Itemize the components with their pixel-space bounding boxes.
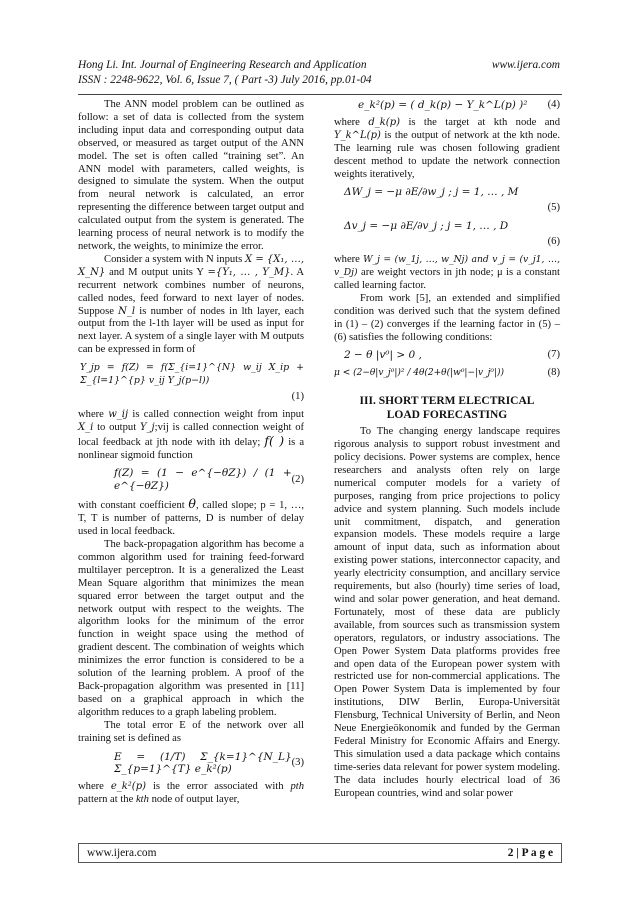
math-theta: θ	[188, 496, 196, 512]
page-number: 2 | P a g e	[507, 847, 553, 859]
paragraph-backprop: The back-propagation algorithm has become a common algorithm used for training feed-forward multilayer perceptron. It is a generalized the Least Mean Square algorithm that minimizes the mean squared error between the target output and the network output with respect to the weights. The algorithm looks for the minimum of the error function in weight space using the method of gradient descent. The combination of weights which minimizes the error function is considered to be a solution of the learning problem. A proof of the Back-propagation algorithm was presented in [11] based on a graphical approach in which the algorithm reduces to a graph labeling problem.	[78, 539, 304, 718]
equation-5-number: (5)	[547, 202, 560, 214]
paragraph-energy-landscape: To The changing energy landscape requires rigorous analysis to support robust investment and policy decisions. Power systems are complex, hence researchers and analysts often rely on large numerical computer models for a variety of purposes, ranging from price projections to policy advice and system planning. Such models include unit commitment, dispatch, and generation expansion models. These models require a large amount of input data, such as information about existing power stations, interconnector capacity, and yearly electricity consumption, and ancillary service requirements, but also (hourly) time series of load, wind and solar power generation, and heat demand. Fortunately, most of these data are publicly available, from sources such as transmission system operators, regulators, or industry associations. The Open Power System Data platforms provides free and open data of the European power system with restricted use for non-commercial applications. The Open Power System Data is implemented by four institutions, DIW Berlin, Europa-Universität Flensburg, Technical University of Berlin, and Neon Neue Energieökonomik and funded by the German Federal Ministry for Economic Affairs and Energy. This simulation used a data package which contains time-series data relevant for power system modeling. The data includes hourly electrical load of 36 European countries, wind and solar power	[334, 426, 560, 799]
math-dk: d_k(p)	[368, 116, 400, 128]
math-y-set: ={Y₁, … , Y_M}	[207, 266, 291, 278]
math-wij: w_ij	[108, 408, 129, 420]
equation-4: e_k²(p) = ( d_k(p) − Y_k^L(p) )² (4)	[358, 99, 560, 111]
journal-citation: Hong Li. Int. Journal of Engineering Research and Application	[78, 59, 367, 71]
right-column	[334, 99, 560, 801]
issn-line: ISSN : 2248-9622, Vol. 6, Issue 7, ( Part -3) July 2016, pp.01-04	[78, 74, 372, 86]
paragraph-slope: with constant coefficient θ, called slope; p = 1, …, T, T is number of patterns, D is number of delay used in local feedback.	[78, 496, 305, 538]
math-ykl: Y_k^L(p)	[334, 129, 381, 141]
equation-2: f(Z) = (1 − e^{−θZ}) / (1 + e^{−θZ}) (2)	[114, 467, 304, 493]
math-nl: N_l	[118, 305, 136, 317]
equation-1-number: (1)	[291, 390, 304, 402]
paragraph-convergence: From work [5], an extended and simplified condition was derived such that the system defined in (1) – (2) converges if the learning factor in (5) – (6) satisfies the following conditions:	[334, 292, 560, 343]
page-footer	[78, 843, 562, 863]
math-yj: Y_j	[139, 421, 155, 433]
equation-8: μ < (2−θ|v_j⁰|)² / 4θ(2+θ(|w⁰|−|v_j⁰|)) (8)	[334, 367, 560, 379]
equation-3: E = (1/T) Σ_{k=1}^{N_L} Σ_{p=1}^{T} e_k²(p) (3)	[114, 750, 304, 776]
page-header	[78, 58, 560, 88]
math-weight-vectors: W_j = (w_1j, …, w_Nj) and v_j = (v_j1, …, v_Dj)	[334, 254, 560, 278]
equation-5: ΔW_j = −μ ∂E/∂w_j ; j = 1, … , M	[344, 186, 519, 199]
math-xi: X_i	[78, 421, 94, 433]
paragraph-target: where d_k(p) is the target at kth node and Y_k^L(p) is the output of network at the kth node. The learning rule was chosen following gradient descent method to update the network connection weights iteratively,	[334, 116, 560, 180]
paragraph-total-error: The total error E of the network over all training set is defined as	[78, 719, 304, 744]
math-x-set: X = {X₁, …, X_N}	[78, 253, 304, 278]
paragraph-error-def: where e_k²(p) is the error associated with pth pattern at the kth node of output layer,	[78, 781, 305, 806]
paragraph-connection-weights: where w_ij is called connection weight from input X_i to output Y_j;vij is called connection weight of local feedback at jth node with ith delay; f( ) is a nonlinear sigmoid function	[78, 408, 305, 461]
paragraph-system-inputs: Consider a system with N inputs X = {X₁, …, X_N} and M output units Y ={Y₁, … , Y_M}. A recurrent network combines number of neurons, called nodes, feed forward to next layer of nodes. Suppose N_l is number of nodes in lth layer, each output from the l-1th layer will be used as input for next layer. A system of a single layer with M outputs can be expressed in form of	[78, 253, 304, 356]
left-column	[78, 99, 304, 807]
math-ek2: e_k²(p)	[110, 781, 147, 793]
footer-url[interactable]: www.ijera.com	[87, 847, 157, 859]
equation-1: Y_jp = f(Z) = f(Σ_{i=1}^{N} w_ij X_ip + Σ_{l=1}^{p} v_ij Y_j(p−l))	[80, 362, 304, 387]
equation-6-number: (6)	[547, 236, 560, 248]
journal-url[interactable]: www.ijera.com	[491, 59, 560, 71]
math-f: f( )	[264, 432, 285, 448]
header-divider	[78, 94, 562, 95]
paragraph-weight-vectors: where W_j = (w_1j, …, w_Nj) and v_j = (v_j1, …, v_Dj) are weight vectors in jth node; μ is a constant called learning factor.	[334, 254, 560, 291]
section-heading: III. SHORT TERM ELECTRICAL LOAD FORECASTING	[359, 395, 535, 422]
equation-6: Δv_j = −μ ∂E/∂v_j ; j = 1, … , D	[344, 220, 509, 233]
equation-7: 2 − θ |v⁰| > 0 , (7)	[344, 349, 560, 362]
paragraph-ann-model: The ANN model problem can be outlined as follow: a set of data is collected from the system including input data and corresponding output data observed, or measured as target output of the ANN model. The set is often called “training set”. An ANN model with parameters, called weights, is designed to simulate the system. When the output from neural network is calculated, an error representing the difference between target output and calculated output from the system is generated. The learning process of neural network is to modify the network, the weights, to minimize the error.	[78, 99, 304, 252]
